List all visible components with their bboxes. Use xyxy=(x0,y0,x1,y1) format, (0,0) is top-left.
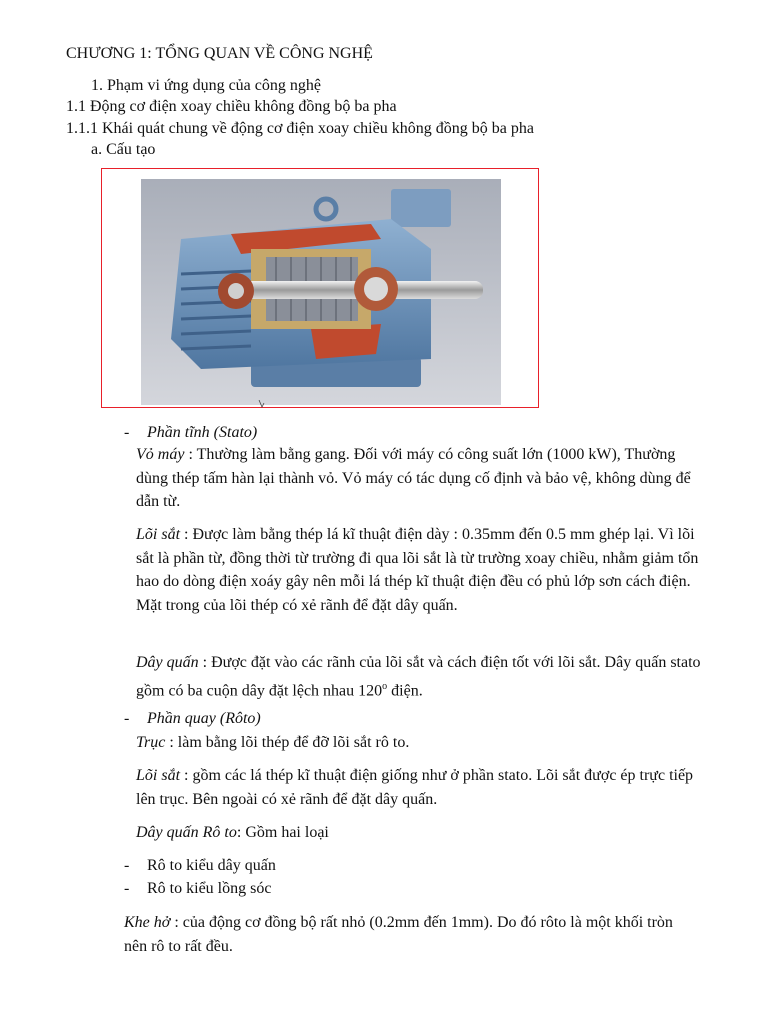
text-loi-sat-stator: : Được làm bằng thép lá kĩ thuật điện dày : 0.35mm đến 0.5 mm ghép lại. Vì lõi sắt là phần từ, đồng thời từ trường đi qua lõi sắt là từ trường xoay chiều, nhằm giảm tổn hao do dòng điện xoáy gây nên mỗi lá thép kĩ thuật điện đều có phủ lớp sơn cách điện. Mặt trong của lõi thép có xẻ rãnh để đặt dây quấn. xyxy=(136,526,699,614)
text-day-quan-stator: : Được đặt vào các rãnh của lõi sắt và cách điện tốt với lõi sắt. Dây quấn stato gồm có ba cuộn dây đặt lệch nhau 120 xyxy=(136,654,701,699)
term-loi-sat-rotor: Lõi sắt xyxy=(136,767,181,784)
text-khe-ho: : của động cơ đồng bộ rất nhỏ (0.2mm đến 1mm). Do đó rôto là một khối tròn nên rô to rất đều. xyxy=(124,914,673,955)
rotor-bullet: - xyxy=(124,710,130,727)
rotor-heading: Phần quay (Rôto) xyxy=(147,710,261,727)
stator-heading: Phần tĩnh (Stato) xyxy=(147,424,258,441)
degree-mark: o xyxy=(382,680,388,692)
text-day-quan-rotor: : Gồm hai loại xyxy=(236,824,329,841)
paragraph-loi-sat-rotor xyxy=(136,764,706,811)
term-day-quan-rotor: Dây quấn Rô to xyxy=(136,824,237,841)
cursor-icon xyxy=(258,400,266,408)
term-truc: Trục xyxy=(136,734,166,751)
paragraph-vo-may xyxy=(136,443,706,514)
text-loi-sat-rotor: : gồm các lá thép kĩ thuật điện giống như ở phần stato. Lõi sắt được ép trực tiếp lên trục. Bên ngoài có xẻ rãnh để đặt dây quấn. xyxy=(136,767,694,808)
term-vo-may: Vỏ máy xyxy=(136,446,185,463)
text-vo-may: : Thường làm bằng gang. Đối với máy có công suất lớn (1000 kW), Thường dùng thép tấm hàn lại thành vỏ. Vỏ máy có tác dụng cố định và bảo vệ, không dùng để dẫn từ. xyxy=(136,446,691,510)
paragraph-day-quan-stator xyxy=(136,651,706,702)
term-khe-ho: Khe hở xyxy=(124,914,171,931)
text-truc: : làm bằng lõi thép để đỡ lõi sắt rô to. xyxy=(165,734,410,751)
rotor-type-item: Rô to kiểu dây quấn xyxy=(147,857,276,874)
motor-cutaway-image xyxy=(141,179,501,405)
paragraph-khe-ho xyxy=(124,911,694,958)
chapter-title: CHƯƠNG 1: TỔNG QUAN VỀ CÔNG NGHỆ xyxy=(66,45,373,62)
rotor-type-bullet: - xyxy=(124,880,130,897)
paragraph-loi-sat-stator xyxy=(136,523,706,617)
section-heading-1-1: 1.1 Động cơ điện xoay chiều không đồng bộ ba pha xyxy=(66,98,397,115)
paragraph-day-quan-rotor xyxy=(136,821,706,845)
section-heading-a: a. Cấu tạo xyxy=(91,141,156,158)
term-day-quan-stator: Dây quấn xyxy=(136,654,199,671)
rotor-type-bullet: - xyxy=(124,857,130,874)
section-heading-1-1-1: 1.1.1 Khái quát chung về động cơ điện xoay chiều không đồng bộ ba pha xyxy=(66,120,534,137)
section-heading-1: 1. Phạm vi ứng dụng của công nghệ xyxy=(91,77,321,94)
rotor-type-item: Rô to kiểu lồng sóc xyxy=(147,880,272,897)
stator-bullet: - xyxy=(124,424,130,441)
term-loi-sat-stator: Lõi sắt xyxy=(136,526,181,543)
text-day-quan-stator-tail: điện. xyxy=(387,681,423,699)
paragraph-truc xyxy=(136,731,706,755)
